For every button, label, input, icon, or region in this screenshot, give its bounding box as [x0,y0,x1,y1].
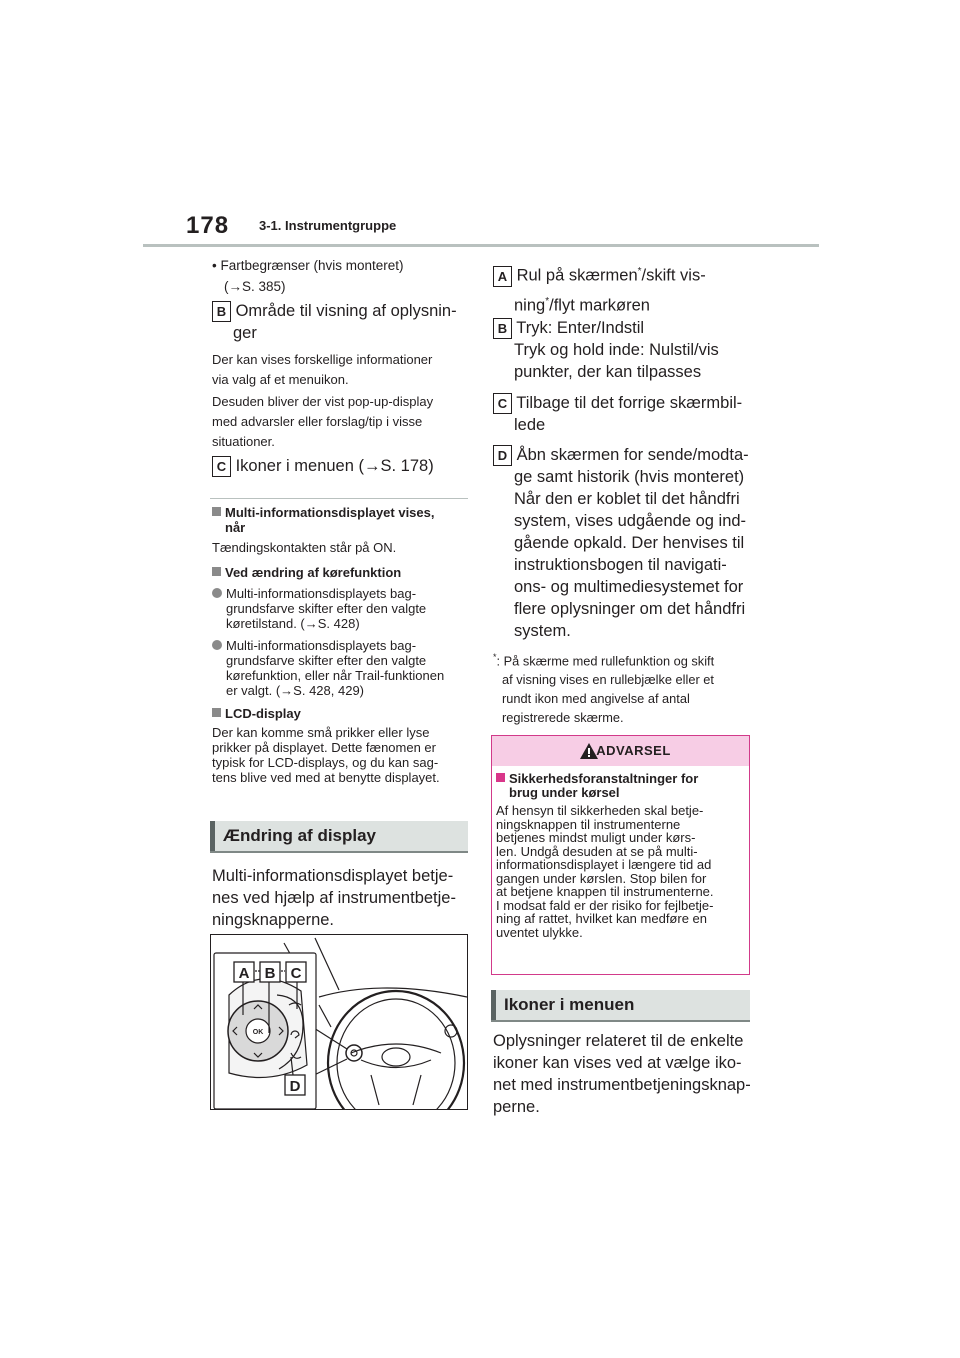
label-b-right-box: B [493,318,512,339]
change-display-text: Multi-informationsdisplayet betje- nes ved hjælp af instrumentbetje- ningsknapperne. [212,867,456,929]
item-b: B Område til visning af oplysnin- ger [212,301,472,345]
note-drive-mode-bullet-1: Multi-informationsdisplayets bag- grundsfarve skifter efter den valgte køretilstand. (→S. 428) [212,586,472,631]
callout-b-label: B [264,965,276,982]
warning-box [491,735,750,975]
warning-header [492,736,749,766]
item-c-right: C Tilbage til det forrige skærmbil- lede [493,392,755,436]
notes: Multi-informationsdisplayet vises, når Tændingskontakten står på ON. Ved ændring af kørefunktion Multi-informationsdisplayets bag- grundsfarve skifter efter den valgte køretilstand. (→S. 428) Multi-informationsdisplayets bag- grundsfarve skifter efter den valgte kørefunktion, eller når Trail-funktionen er valgt. (→S. 428, 429) LCD-display Der kan komme små prikker eller lyse prikker på displayet. Dette fænomen er typisk for LCD-displays, og du kan sag- tens blive ved med at benytte displayet. [212,505,472,785]
round-bullet-icon [212,640,222,650]
page-number: 178 [186,212,230,239]
footnote: *: På skærme med rullefunktion og skift af visning vises en rullebjælke eller et rundt ikon med angivelse af antal registrerede skærme. [493,652,715,726]
callout-c-label: C [290,965,302,982]
label-b-box: B [212,301,231,322]
notes-divider [210,498,468,499]
heading-change-display: Ændring af display [210,821,468,853]
warning-content [492,766,749,939]
label-c-box: C [212,456,231,477]
header-divider [143,244,819,247]
square-bullet-icon [212,567,221,576]
warning-subheading: Sikkerhedsforanstaltninger for brug under kørsel [496,772,744,799]
heading-menu-icons: Ikoner i menuen [491,990,750,1022]
ok-button-label: OK [252,1029,264,1036]
label-d-right-box: D [493,445,512,466]
speed-limiter-item: • Fartbegrænser (hvis monteret) (→S. 385) [212,258,404,294]
square-bullet-icon [212,507,221,516]
callout-a-label: A [238,965,250,982]
note-drive-mode-title: Ved ændring af kørefunktion [212,565,472,580]
item-b-right: B Tryk: Enter/Indstil Tryk og hold inde: Nulstil/vis punkter, der kan tilpasses [493,317,755,383]
label-c-right-box: C [493,393,512,414]
label-a-box: A [493,266,512,287]
menu-icons-text: Oplysninger relateret til de enkelte ikoner kan vises ved at vælge iko- net med instrumentbetjeningsknap- perne. [493,1032,751,1116]
round-bullet-icon [212,588,222,598]
item-a: A Rul på skærmen*/skift vis- ning*/flyt markøren [493,261,755,316]
item-c: C Ikoner i menuen (→S. 178) [212,456,472,478]
callout-d-label: D [289,1078,301,1095]
square-bullet-icon [496,773,505,782]
note-display-shown-title: Multi-informationsdisplayet vises, når [212,505,472,535]
square-bullet-icon [212,708,221,717]
section-title: 3-1. Instrumentgruppe [259,218,397,233]
steering-wheel-figure [210,934,468,1110]
note-drive-mode-bullet-2: Multi-informationsdisplayets bag- grundsfarve skifter efter den valgte kørefunktion, eller når Trail-funktionen er valgt. (→S. 428, 429) [212,638,472,698]
warning-title: ADVARSEL [596,743,671,758]
warning-triangle-icon [579,742,599,760]
note-lcd-title: LCD-display [212,706,472,721]
item-b-description: Der kan vises forskellige informationer via valg af et menuikon. Desuden bliver der vist pop-up-display med advarsler eller forslag/tip i visse situationer. [212,352,434,449]
item-d-right: D Åbn skærmen for sende/modta- ge samt historik (hvis monteret) Når den er koblet til det håndfri system, vises udgående og ind- gående opkald. Der henvises til instruktionsbogen til navigati- ons- og multimediesystemet for flere oplysninger om det håndfri system. [493,444,755,642]
warning-body: Af hensyn til sikkerheden skal betje- ningsknappen til instrumenterne betjenes mindst muligt under kørs- len. Undgå desuden at se på multi- informationsdisplayet i længere tid ad gangen under kørslen. Stop bilen for at betjene knappen til instrumenterne. I modsat fald er der risiko for fejlbetje- ning af rattet, hvilket kan medføre en uventet ulykke. [496,803,714,940]
steering-wheel-controls-illustration [211,935,467,1109]
